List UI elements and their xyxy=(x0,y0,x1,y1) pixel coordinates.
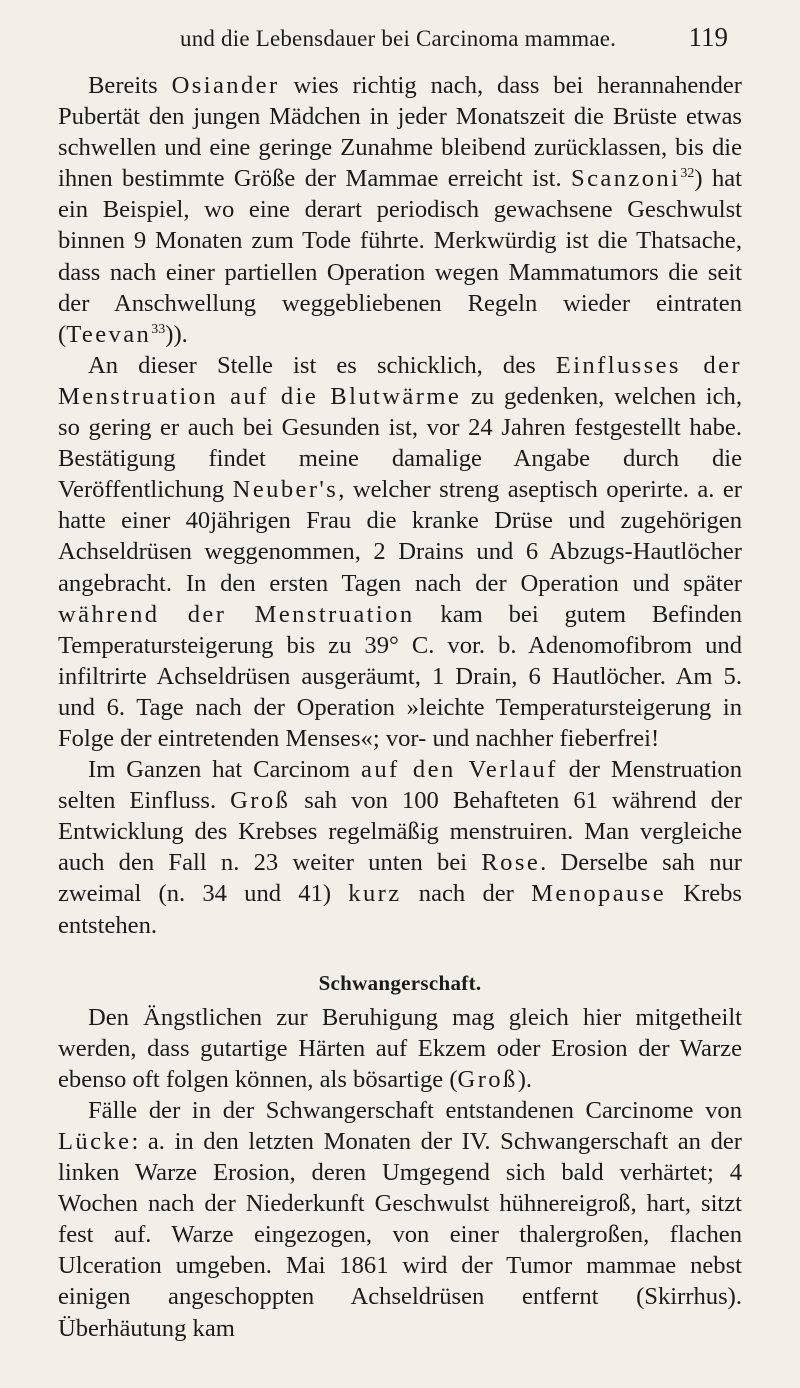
author-luecke: Lücke xyxy=(58,1128,132,1155)
text-run: der Menstruation selten Einfluss. xyxy=(58,756,743,815)
text-run: )). xyxy=(165,320,188,348)
paragraph-luecke xyxy=(58,1095,742,1344)
text-run: Krebs entstehen. xyxy=(58,880,742,939)
page-header xyxy=(0,20,800,60)
text-run: ) hat ein Beispiel, wo eine derart periodisch gewachsene Geschwulst binnen 9 Monaten zum Tode führte. Merkwürdig ist die Thatsache, dass nach einer partiellen Operation wegen Mammatumors die seit der Anschwellung weggebliebenen Regeln wieder eintraten ( xyxy=(58,165,742,348)
author-teevan: Teevan xyxy=(66,320,152,348)
text-run: Den Ängstlichen zur Beruhigung mag gleich hier mitgetheilt werden, dass gutartige Härten auf Ekzem oder Erosion der Warze ebenso oft folgen können, als bösartige ( xyxy=(58,1003,742,1093)
paragraph-menstruation xyxy=(58,350,742,754)
text-run: An dieser Stelle ist es schicklich, des xyxy=(88,351,556,379)
emphasis-kurz: kurz xyxy=(348,880,402,908)
text-run: , welcher streng aseptisch operirte. a. er hatte einer 40jährigen Frau die kranke Drüse und zugehörigen Achseldrüsen weggenommen, 2 Drains und 6 Abzugs-Hautlöcher angebracht. In den ersten Tagen nach der Operation und später xyxy=(58,476,742,597)
emphasis-einfluss: Einflusses der Menstruation auf die Blutwärme xyxy=(58,351,742,410)
text-run: zu gedenken, welchen ich, so gering er auch bei Gesunden ist, vor 24 Jahren festgestellt habe. Bestätigung findet meine damalige Angabe durch die Veröffentlichung xyxy=(58,382,742,504)
footnote-ref-33: 33 xyxy=(151,321,166,337)
footnote-ref-32: 32 xyxy=(680,166,695,182)
text-run: kam bei gutem Befinden Temperatursteigerung bis zu 39° C. vor. b. Adenomofibrom und infiltrirte Achseldrüsen ausgeräumt, 1 Drain, 6 Hautlöcher. Am 5. und 6. Tage nach der Operation »leichte Temperatursteigerung in Folge der eintretenden Menses«; vor- und nachher fieberfrei! xyxy=(58,600,742,752)
page-number: 119 xyxy=(688,22,728,52)
body-text xyxy=(58,70,742,1344)
paragraph-verlauf xyxy=(58,754,742,941)
text-run: : a. in den letzten Monaten der IV. Schwangerschaft an der linken Warze Erosion, deren Umgegend sich bald verhärtet; 4 Wochen nach der Niederkunft Geschwulst hühnereigroß, hart, sitzt fest auf. Warze eingezogen, von einer thalergroßen, flachen Ulceration umgeben. Mai 1861 wird der Tumor mammae nebst einigen angeschoppten Achseldrüsen entfernt (Skirrhus). Überhäutung kam xyxy=(58,1128,742,1342)
author-neuber: Neuber's xyxy=(232,476,339,504)
text-run: nach der xyxy=(401,880,532,908)
emphasis-menopause: Menopause xyxy=(531,880,667,908)
running-head: und die Lebensdauer bei Carcinoma mammae. xyxy=(180,26,617,51)
text-run: Fälle der in der Schwangerschaft entstandenen Carcinome von xyxy=(88,1096,742,1124)
paragraph-beruhigung xyxy=(58,1002,742,1095)
author-gross: Groß xyxy=(457,1065,518,1093)
text-run: Bereits xyxy=(88,72,172,99)
emphasis-verlauf: auf den Verlauf xyxy=(361,756,558,784)
text-run: . Derselbe sah nur zweimal (n. 34 und 41) xyxy=(58,849,742,908)
text-run: Im Ganzen hat Carcinom xyxy=(88,756,362,784)
author-osiander: Osiander xyxy=(171,72,280,99)
author-rose: Rose xyxy=(481,849,541,877)
text-run: ). xyxy=(517,1065,533,1093)
author-scanzoni: Scanzoni xyxy=(571,165,681,193)
text-run: sah von 100 Behafteten 61 während der Entwicklung des Krebses regelmäßig menstruiren. Man vergleiche auch den Fall n. 23 weiter unten bei xyxy=(58,787,742,877)
text-run: wies richtig nach, dass bei herannahender Pubertät den jungen Mädchen in jeder Monatszeit die Brüste etwas schwellen und eine geringe Zunahme bleibend zurücklassen, bis die ihnen bestimmte Größe der Mammae erreicht ist. xyxy=(58,72,743,193)
section-heading: Schwangerschaft. xyxy=(318,970,482,995)
paragraph-osiander xyxy=(58,70,742,350)
emphasis-waehrend: während der Menstruation xyxy=(58,600,415,628)
author-gross: Groß xyxy=(230,787,291,815)
